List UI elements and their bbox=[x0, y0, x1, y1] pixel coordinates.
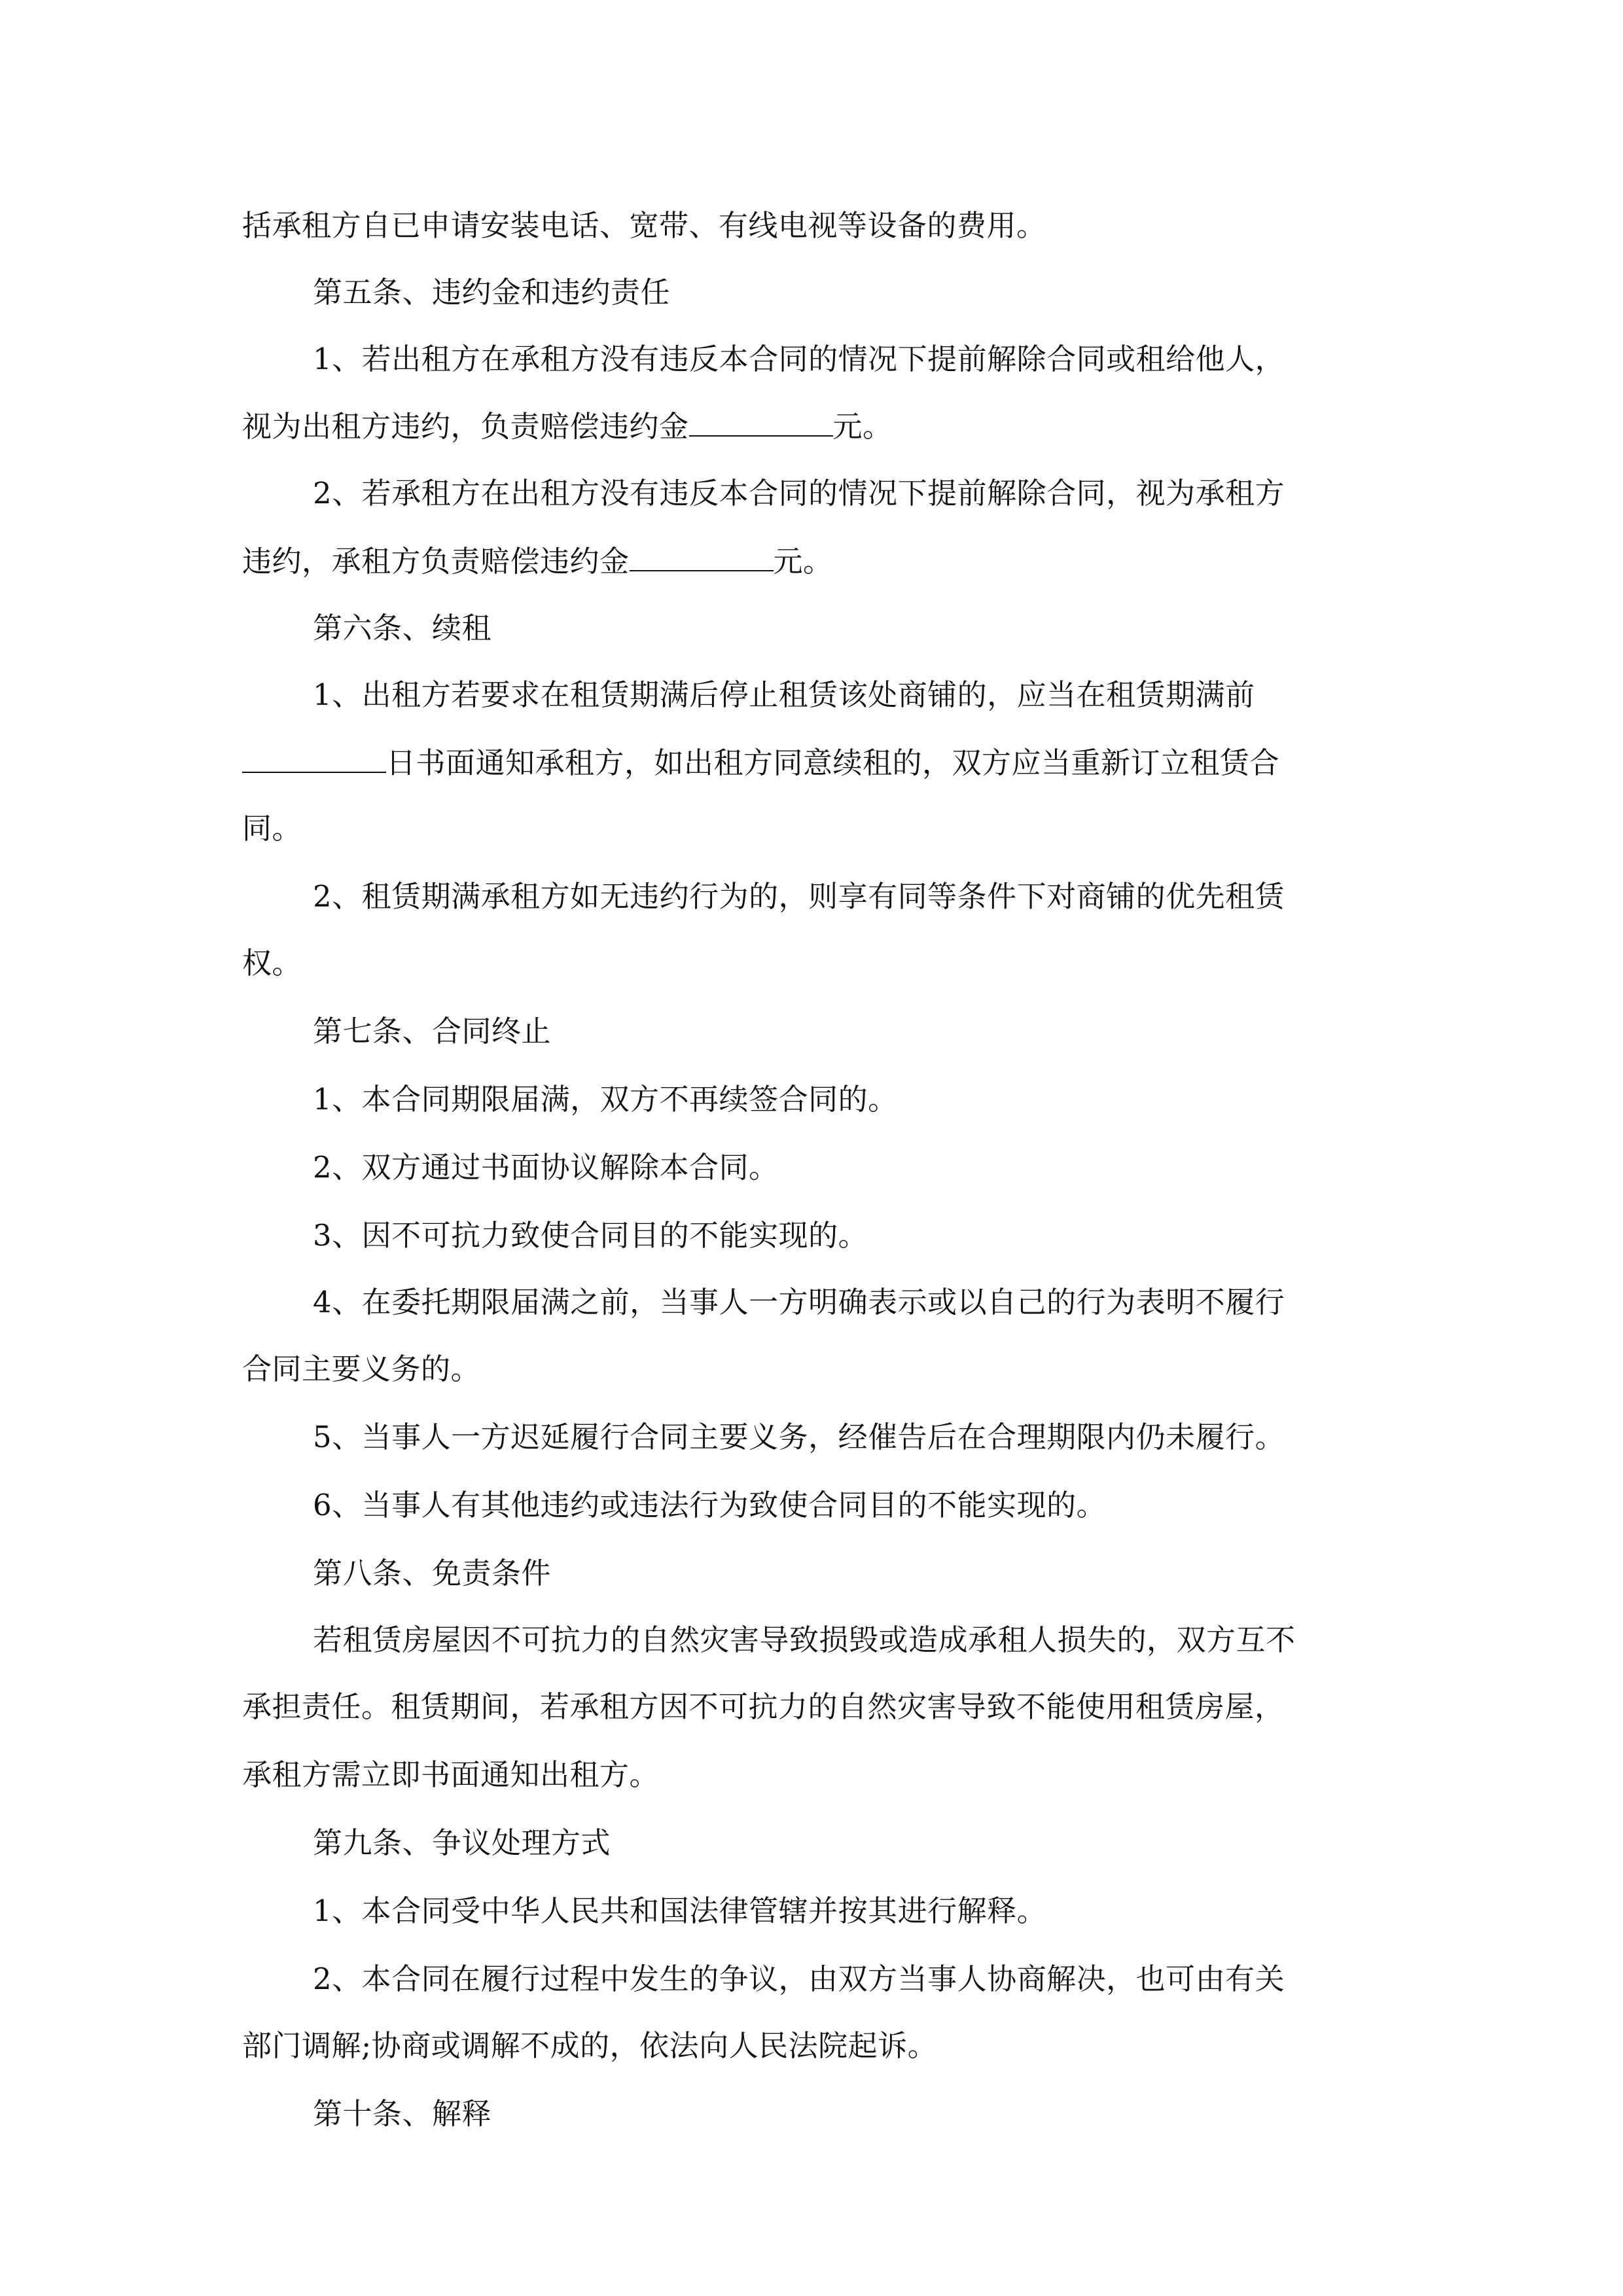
paragraph-line bbox=[313, 675, 1255, 715]
text: 元。 bbox=[773, 544, 833, 579]
paragraph-line bbox=[313, 1418, 1285, 1457]
paragraph-line bbox=[313, 1621, 1296, 1660]
text: 若租赁房屋因不可抗力的自然灾害导致损毁或造成承租人损失的，双方互不 bbox=[313, 1623, 1296, 1657]
text: 1、本合同受中华人民共和国法律管辖并按其进行解释。 bbox=[313, 1893, 1047, 1928]
article-heading bbox=[313, 609, 491, 648]
paragraph-line bbox=[242, 1755, 659, 1795]
paragraph-line bbox=[313, 1486, 1106, 1525]
paragraph-line bbox=[313, 1080, 898, 1119]
text: 违约，承租方负责赔偿违约金 bbox=[242, 544, 630, 579]
text: 部门调解;协商或调解不成的，依法向人民法院起诉。 bbox=[242, 2028, 938, 2063]
paragraph-line bbox=[242, 541, 833, 580]
text: 括承租方自已申请安装电话、宽带、有线电视等设备的费用。 bbox=[242, 208, 1046, 243]
paragraph-line bbox=[313, 474, 1285, 513]
paragraph-line bbox=[313, 1283, 1285, 1322]
fill-in-blank[interactable] bbox=[689, 406, 833, 437]
text: 3、因不可抗力致使合同目的不能实现的。 bbox=[313, 1218, 868, 1253]
text: 承租方需立即书面通知出租方。 bbox=[242, 1757, 660, 1792]
text: 5、当事人一方迟延履行合同主要义务，经催告后在合理期限内仍未履行。 bbox=[313, 1420, 1285, 1454]
text: 视为出租方违约，负责赔偿违约金 bbox=[242, 409, 689, 444]
paragraph-line bbox=[242, 1687, 1285, 1727]
text: 合同主要义务的。 bbox=[242, 1352, 481, 1386]
paragraph-line bbox=[313, 1892, 1046, 1931]
article-heading bbox=[313, 1823, 611, 1863]
paragraph-line bbox=[242, 944, 302, 983]
paragraph-line bbox=[242, 406, 893, 445]
paragraph-line bbox=[242, 1350, 480, 1389]
text: 第十条、解释 bbox=[313, 2096, 492, 2131]
paragraph-line bbox=[242, 206, 1046, 245]
text: 2、租赁期满承租方如无违约行为的，则享有同等条件下对商铺的优先租赁 bbox=[313, 879, 1285, 914]
text: 2、双方通过书面协议解除本合同。 bbox=[313, 1150, 779, 1185]
text: 元。 bbox=[832, 409, 893, 444]
paragraph-line bbox=[313, 1148, 779, 1187]
text: 2、若承租方在出租方没有违反本合同的情况下提前解除合同，视为承租方 bbox=[313, 476, 1285, 511]
text: 权。 bbox=[242, 946, 302, 980]
paragraph-line bbox=[313, 1216, 868, 1255]
article-heading bbox=[313, 273, 670, 312]
text: 第七条、合同终止 bbox=[313, 1014, 552, 1049]
paragraph-line bbox=[242, 742, 1279, 781]
text: 第五条、违约金和违约责任 bbox=[313, 275, 671, 310]
paragraph-line bbox=[242, 2026, 937, 2066]
text: 承担责任。租赁期间，若承租方因不可抗力的自然灾害导致不能使用租赁房屋， bbox=[242, 1689, 1285, 1724]
article-heading bbox=[313, 1012, 551, 1051]
paragraph-line bbox=[313, 877, 1285, 916]
article-heading bbox=[313, 1554, 551, 1593]
text: 6、当事人有其他违约或违法行为致使合同目的不能实现的。 bbox=[313, 1488, 1107, 1522]
fill-in-blank[interactable] bbox=[242, 742, 386, 773]
text: 2、本合同在履行过程中发生的争议，由双方当事人协商解决，也可由有关 bbox=[313, 1962, 1285, 1996]
paragraph-line bbox=[313, 1960, 1285, 1999]
text: 4、在委托期限届满之前，当事人一方明确表示或以自己的行为表明不履行 bbox=[313, 1285, 1285, 1319]
article-heading bbox=[313, 2094, 491, 2134]
paragraph-line bbox=[242, 809, 302, 848]
text: 第八条、免责条件 bbox=[313, 1556, 552, 1590]
text: 1、若出租方在承租方没有违反本合同的情况下提前解除合同或租给他人， bbox=[313, 342, 1285, 376]
text: 日书面通知承租方，如出租方同意续租的，双方应当重新订立租赁合 bbox=[386, 745, 1280, 780]
text: 同。 bbox=[242, 811, 302, 846]
paragraph-line bbox=[313, 340, 1285, 379]
text: 1、出租方若要求在租赁期满后停止租赁该处商铺的，应当在租赁期满前 bbox=[313, 677, 1255, 712]
text: 1、本合同期限届满，双方不再续签合同的。 bbox=[313, 1082, 898, 1117]
text: 第九条、争议处理方式 bbox=[313, 1825, 611, 1860]
fill-in-blank[interactable] bbox=[630, 541, 774, 571]
text: 第六条、续租 bbox=[313, 611, 492, 645]
